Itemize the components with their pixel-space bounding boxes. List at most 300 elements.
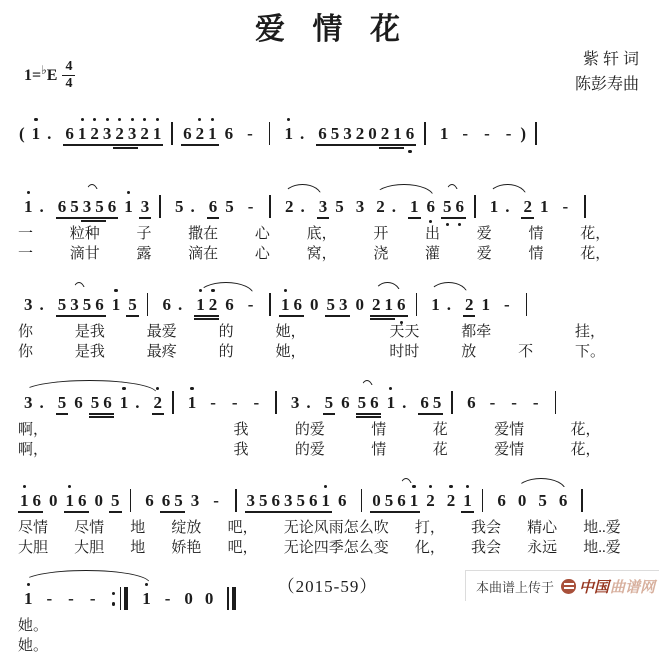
augmentation-dot: . — [135, 393, 140, 412]
note: 1 — [24, 198, 33, 215]
rest: 0 — [372, 492, 381, 509]
key-note: E — [46, 66, 58, 84]
note: 6 — [183, 125, 192, 142]
lyric-row — [18, 323, 647, 342]
dash-extension: - — [247, 197, 254, 216]
notation-row — [18, 104, 647, 151]
barline-single — [275, 391, 277, 414]
note: 5 — [538, 491, 547, 510]
barline-single — [474, 195, 476, 218]
octave-dot-above — [211, 289, 214, 292]
augmentation-dot: . — [391, 197, 397, 216]
note: 2 — [285, 197, 294, 216]
lyric-syllable: 她， — [275, 344, 306, 360]
note: 1 — [20, 492, 29, 509]
octave-dot-above — [27, 191, 30, 194]
note: 6 — [397, 492, 406, 509]
barline-single — [269, 122, 271, 145]
time-numerator: 4 — [62, 60, 75, 76]
note: 2 — [372, 296, 381, 313]
note: 6 — [406, 125, 415, 142]
lyric-syllable: 浇 — [373, 246, 389, 262]
dash-extension: - — [562, 197, 569, 216]
note: 5 — [225, 197, 234, 216]
lyric-syllable: 精心 — [527, 520, 558, 536]
lyric-syllable: 无论风雨怎么吹 — [283, 520, 389, 536]
lyric-syllable: 灌 — [425, 246, 441, 262]
note: 5 — [331, 125, 340, 142]
note: 6 — [467, 393, 476, 412]
note: 2 — [140, 125, 149, 142]
lyric-syllable: 她。 — [18, 618, 49, 634]
lyric-syllable: 的爱 — [294, 442, 325, 458]
octave-dot-above — [131, 118, 134, 121]
lyric-syllable: 打， — [414, 520, 445, 536]
lyric-syllable: 的爱 — [294, 422, 325, 438]
note: 6 — [162, 492, 171, 509]
lyric-syllable: 我会 — [470, 540, 501, 556]
dash-extension: - — [213, 491, 219, 510]
watermark — [465, 570, 659, 601]
lyric-syllable: 花 — [432, 442, 448, 458]
note: 2 — [465, 296, 474, 313]
augmentation-dot: . — [39, 197, 44, 216]
note: 6 — [341, 393, 350, 412]
note: 6 — [309, 492, 318, 509]
barline-single — [172, 391, 174, 414]
note: 1 — [539, 197, 549, 216]
intro-parenthesis: ( — [19, 124, 25, 143]
note: 1 — [142, 590, 151, 607]
barline-single — [482, 489, 484, 512]
rest: 0 — [368, 125, 377, 142]
barline-single — [269, 195, 271, 218]
barline-single — [555, 391, 557, 414]
note: 3 — [141, 198, 150, 215]
lyric-row — [18, 441, 647, 460]
lyric-syllable: 花， — [580, 226, 611, 242]
note: 5 — [174, 197, 184, 216]
slur-group — [279, 198, 329, 215]
lyric-syllable: 我 — [233, 422, 249, 438]
barline-single — [130, 489, 132, 512]
lyric-syllable: 化， — [414, 540, 445, 556]
note: 3 — [70, 296, 79, 313]
site-name-bold: 中国 — [578, 580, 609, 596]
note: 6 — [338, 491, 347, 510]
site-logo-icon — [561, 579, 576, 594]
lyric-syllable: 是我 — [74, 324, 105, 340]
lyric-syllable: 挂， — [574, 324, 605, 340]
score-meta — [0, 48, 665, 104]
note: 1 — [66, 492, 75, 509]
octave-dot-above — [190, 387, 193, 390]
music-system — [18, 471, 647, 558]
watermark-text: 本曲谱上传于 — [475, 580, 554, 595]
notation-row — [18, 373, 647, 420]
barline-single — [416, 293, 418, 316]
note: 1 — [489, 197, 499, 216]
note: 2 — [196, 125, 205, 142]
note: 3 — [24, 295, 33, 314]
rest: 0 — [204, 589, 214, 608]
note: 1 — [124, 198, 133, 215]
barline-single — [147, 293, 149, 316]
lyric-syllable: 的 — [218, 344, 234, 360]
slur-group — [18, 584, 157, 607]
time-denominator: 4 — [65, 76, 73, 91]
lyric-syllable: 娇艳 — [171, 540, 202, 556]
augmentation-dot: . — [300, 197, 305, 216]
note: 1 — [410, 198, 419, 215]
octave-dot-above — [466, 485, 469, 488]
lyric-syllable: 花 — [432, 422, 448, 438]
note: 1 — [284, 125, 293, 142]
lyric-syllable: 花， — [580, 246, 611, 262]
lyric-syllable: 地..爱 — [583, 520, 621, 536]
lyric-syllable: 你 — [18, 324, 34, 340]
lyric-syllable: 爱 — [476, 226, 492, 242]
lyric-syllable: 尽情 — [18, 520, 49, 536]
lyric-syllable: 地..爱 — [583, 540, 621, 556]
credits — [575, 48, 639, 98]
lyric-syllable: 大胆 — [18, 540, 49, 556]
note: 6 — [209, 198, 218, 215]
slur-group — [68, 296, 93, 313]
lyric-syllable: 无论四季怎么变 — [283, 540, 389, 556]
note: 3 — [83, 198, 92, 215]
octave-dot-above — [23, 485, 26, 488]
note: 5 — [443, 198, 452, 215]
lyric-syllable: 露 — [136, 246, 152, 262]
note: 3 — [343, 125, 352, 142]
lyric-syllable: 滴在 — [188, 246, 219, 262]
barline-single — [535, 122, 537, 145]
augmentation-dot: . — [402, 393, 407, 412]
lyric-syllable: 我 — [233, 442, 249, 458]
lyric-syllable: 心 — [254, 226, 270, 242]
note: 1 — [322, 492, 331, 509]
dash-extension: - — [164, 589, 171, 608]
rest: 0 — [355, 295, 365, 314]
dash-extension: - — [532, 393, 539, 412]
octave-dot-above — [389, 387, 392, 390]
note: 3 — [284, 492, 293, 509]
lyric-syllable: 绽放 — [171, 520, 202, 536]
augmentation-dot: . — [39, 295, 44, 314]
note: 6 — [558, 491, 568, 510]
note: 6 — [65, 125, 74, 142]
note: 5 — [259, 492, 268, 509]
lyricist-credit: 紫 轩 词 — [582, 51, 639, 68]
lyric-syllable: 最爱 — [146, 324, 177, 340]
note: 3 — [319, 198, 328, 215]
lyric-row — [18, 519, 647, 538]
octave-dot-above — [114, 289, 117, 292]
dash-extension: - — [489, 393, 496, 412]
octave-dot-above — [127, 191, 130, 194]
note: 1 — [431, 295, 440, 314]
lyric-syllable: 底， — [306, 226, 337, 242]
octave-dot-above — [284, 289, 287, 292]
slur-group — [18, 394, 164, 411]
octave-dot-above — [429, 485, 432, 488]
lyric-syllable: 吧， — [227, 540, 258, 556]
lyric-syllable: 她。 — [18, 638, 49, 654]
notation-row — [18, 275, 647, 322]
note: 5 — [128, 296, 137, 313]
note: 3 — [339, 296, 348, 313]
note: 2 — [523, 198, 532, 215]
note: 1 — [393, 125, 402, 142]
note: 2 — [356, 125, 365, 142]
lyric-syllable: 出 — [425, 226, 441, 242]
lyric-syllable: 啊， — [18, 442, 49, 458]
dash-extension: - — [231, 393, 238, 412]
dash-extension: - — [503, 295, 510, 314]
lyric-syllable: 撒在 — [188, 226, 219, 242]
lyric-row — [18, 637, 647, 656]
intro-parenthesis: ) — [520, 124, 527, 143]
dash-extension: - — [462, 124, 469, 143]
barline-single — [171, 122, 173, 145]
lyric-syllable: 你 — [18, 344, 34, 360]
note: 5 — [433, 394, 442, 411]
note: 3 — [128, 125, 137, 142]
note: 1 — [481, 295, 490, 314]
note: 5 — [325, 394, 334, 411]
augmentation-dot: . — [299, 124, 305, 143]
slur-group — [425, 296, 475, 313]
note: 5 — [83, 296, 92, 313]
note: 6 — [318, 125, 327, 142]
note: 3 — [290, 393, 300, 412]
lyric-syllable: 花， — [570, 422, 601, 438]
lyric-syllable: 不 — [518, 344, 534, 360]
note: 3 — [355, 197, 365, 216]
lyric-syllable: 天天 — [389, 324, 420, 340]
octave-dot-below — [429, 220, 432, 223]
octave-dot-above — [449, 485, 452, 488]
note: 5 — [70, 198, 79, 215]
octave-dot-above — [34, 118, 37, 121]
note: 6 — [224, 124, 234, 143]
lyric-syllable: 她， — [275, 324, 306, 340]
note: 6 — [427, 198, 436, 215]
note: 1 — [387, 394, 396, 411]
note: 3 — [247, 492, 256, 509]
dash-extension: - — [247, 295, 254, 314]
lyric-syllable: 最疼 — [146, 344, 177, 360]
note: 5 — [91, 394, 100, 411]
note: 5 — [111, 492, 120, 509]
augmentation-dot: . — [190, 197, 195, 216]
octave-dot-below — [446, 223, 449, 226]
augmentation-dot: . — [177, 295, 183, 314]
note: 6 — [272, 492, 281, 509]
note: 6 — [397, 296, 406, 313]
octave-dot-above — [106, 118, 109, 121]
dash-extension: - — [511, 393, 517, 412]
slur-group — [441, 198, 466, 215]
dash-extension: - — [505, 124, 512, 143]
octave-dot-above — [145, 583, 148, 586]
note: 2 — [115, 125, 124, 142]
rest: 0 — [49, 491, 58, 510]
lyric-syllable: 时时 — [389, 344, 420, 360]
music-system — [18, 373, 647, 460]
dash-extension: - — [484, 124, 490, 143]
note: 2 — [376, 197, 385, 216]
note: 3 — [103, 125, 112, 142]
note: 5 — [327, 296, 336, 313]
lyric-row — [18, 421, 647, 440]
note: 6 — [294, 296, 303, 313]
octave-dot-below — [408, 150, 411, 153]
barline-single — [584, 195, 586, 218]
octave-dot-above — [287, 118, 290, 121]
note: 1 — [196, 296, 205, 313]
lyric-syllable: 爱情 — [494, 422, 525, 438]
lyric-row — [18, 225, 647, 244]
note: 6 — [145, 491, 154, 510]
key-prefix: 1= — [24, 66, 42, 84]
note: 6 — [78, 492, 87, 509]
note: 6 — [33, 492, 42, 509]
note: 1 — [32, 125, 41, 142]
note: 6 — [420, 394, 429, 411]
octave-dot-above — [68, 485, 71, 488]
note: 5 — [58, 296, 67, 313]
lyric-syllable: 滴甘 — [69, 246, 100, 262]
note: 5 — [297, 492, 306, 509]
note: 6 — [95, 296, 104, 313]
key-and-time-signature — [24, 60, 75, 91]
lyric-syllable: 永远 — [527, 540, 558, 556]
note: 1 — [463, 492, 472, 509]
note: 5 — [95, 198, 104, 215]
slur-group — [370, 198, 441, 215]
note: 1 — [120, 394, 129, 411]
note: 2 — [447, 492, 456, 509]
dash-extension: - — [247, 124, 253, 143]
slur-group — [356, 394, 381, 411]
dash-extension: - — [46, 589, 53, 608]
lyric-syllable: 一 — [18, 226, 34, 242]
lyric-syllable: 情 — [528, 226, 544, 242]
slur-group — [370, 296, 408, 313]
lyric-row — [18, 245, 647, 264]
note: 6 — [108, 198, 117, 215]
octave-dot-above — [27, 583, 30, 586]
note: 6 — [370, 394, 379, 411]
lyric-syllable: 大胆 — [74, 540, 105, 556]
note: 6 — [103, 394, 112, 411]
lyric-syllable: 爱 — [476, 246, 492, 262]
note: 3 — [24, 393, 33, 412]
lyric-syllable: 吧， — [227, 520, 258, 536]
notation-row — [18, 471, 647, 518]
dash-extension: - — [253, 393, 260, 412]
octave-dot-above — [199, 289, 202, 292]
note: 1 — [153, 125, 162, 142]
augmentation-dot: . — [446, 295, 451, 314]
note: 6 — [162, 295, 171, 314]
dash-extension: - — [210, 393, 216, 412]
note: 6 — [58, 198, 67, 215]
octave-dot-above — [156, 118, 159, 121]
note: 5 — [58, 394, 67, 411]
lyric-syllable: 的 — [218, 324, 234, 340]
lyric-syllable: 是我 — [74, 344, 105, 360]
note: 1 — [385, 296, 394, 313]
lyric-syllable: 子 — [136, 226, 152, 242]
dash-extension: - — [68, 589, 74, 608]
catalog-number: （2015-59） — [277, 577, 378, 596]
rest: 0 — [184, 589, 193, 608]
note: 2 — [209, 296, 218, 313]
note: 6 — [225, 295, 234, 314]
octave-dot-above — [143, 118, 146, 121]
note: 1 — [208, 125, 217, 142]
barline-single — [159, 195, 161, 218]
lyric-syllable: 都牵 — [461, 324, 492, 340]
note: 1 — [24, 590, 33, 607]
octave-dot-above — [211, 118, 214, 121]
lyric-row — [18, 343, 647, 362]
lyric-syllable: 下。 — [575, 344, 606, 360]
note: 6 — [456, 198, 465, 215]
octave-dot-above — [118, 118, 121, 121]
slur-group — [512, 492, 574, 509]
note: 1 — [78, 125, 87, 142]
song-title: 爱 情 花 — [255, 13, 410, 46]
barline-single — [235, 489, 237, 512]
composer-credit: 陈彭寿曲 — [574, 75, 639, 93]
note: 1 — [112, 296, 121, 313]
time-signature — [62, 60, 75, 91]
note: 2 — [426, 492, 435, 509]
note: 6 — [497, 491, 506, 510]
note: 6 — [74, 393, 83, 412]
note: 5 — [335, 197, 344, 216]
rest: 0 — [94, 491, 103, 510]
slur-group — [484, 198, 534, 215]
lyric-syllable: 情 — [371, 422, 387, 438]
lyric-row — [18, 539, 647, 558]
note: 2 — [90, 125, 99, 142]
octave-dot-above — [198, 118, 201, 121]
lyric-syllable: 情 — [528, 246, 544, 262]
augmentation-dot: . — [306, 393, 311, 412]
lyric-syllable: 情 — [371, 442, 387, 458]
note: 1 — [281, 296, 290, 313]
barline-single — [451, 391, 453, 414]
note: 5 — [174, 492, 183, 509]
lyric-syllable: 尽情 — [74, 520, 105, 536]
lyric-syllable: 放 — [461, 344, 477, 360]
lyric-syllable: 我会 — [470, 520, 501, 536]
dash-extension: - — [89, 589, 96, 608]
octave-dot-above — [156, 387, 159, 390]
note: 5 — [385, 492, 394, 509]
lyric-syllable: 粒种 — [69, 226, 100, 242]
octave-dot-above — [122, 387, 125, 390]
music-system — [18, 275, 647, 362]
note: 2 — [154, 394, 163, 411]
lyric-syllable: 开 — [373, 226, 389, 242]
lyric-row — [18, 617, 647, 636]
